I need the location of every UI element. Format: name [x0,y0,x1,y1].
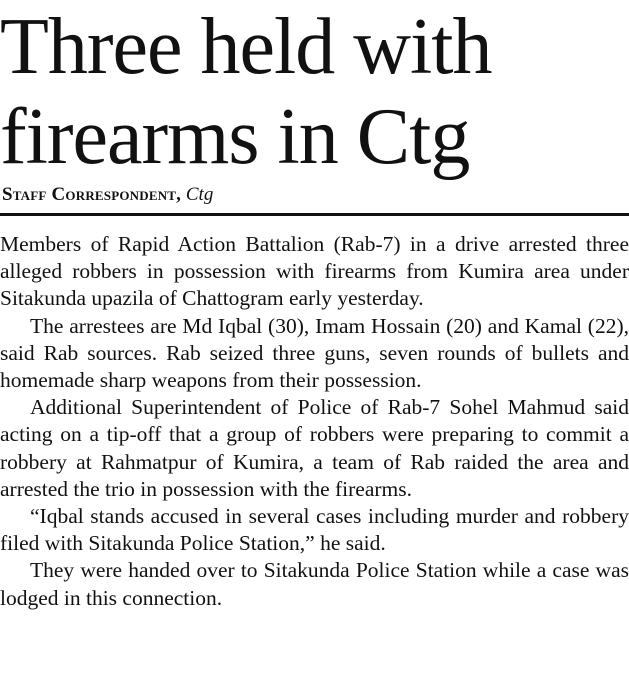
body-paragraph: The arrestees are Md Iqbal (30), Imam Hossain (20) and Kamal (22), said Rab sources. Rab seized three guns, seven rounds of bullets and homemade sharp weapons from their possession. [0,313,629,393]
headline [0,2,629,182]
body-paragraph: They were handed over to Sitakunda Police Station while a case was lodged in this connection. [0,558,629,610]
body-paragraph: Members of Rapid Action Battalion (Rab-7) in a drive arrested three alleged robbers in possession with firearms from Kumira area under Sitakunda upazila of Chattogram early yesterday. [0,232,629,311]
body-paragraph: “Iqbal stands accused in several cases including murder and robbery filed with Sitakunda Police Station,” he said. [0,504,629,556]
byline-location: Ctg [185,184,214,205]
article-body [0,231,629,612]
byline-author: Staff Correspondent, [2,184,182,205]
divider-rule [0,213,629,216]
headline-line-1: Three held with [0,3,492,91]
headline-line-2: firearms in Ctg [0,93,470,181]
byline [2,183,213,207]
body-paragraph: Additional Superintendent of Police of Rab-7 Sohel Mahmud said acting on a tip-off that a group of robbers were preparing to commit a robbery at Rahmatpur of Kumira, a team of Rab raided the area and arrested the trio in possession with the firearms. [0,395,629,501]
